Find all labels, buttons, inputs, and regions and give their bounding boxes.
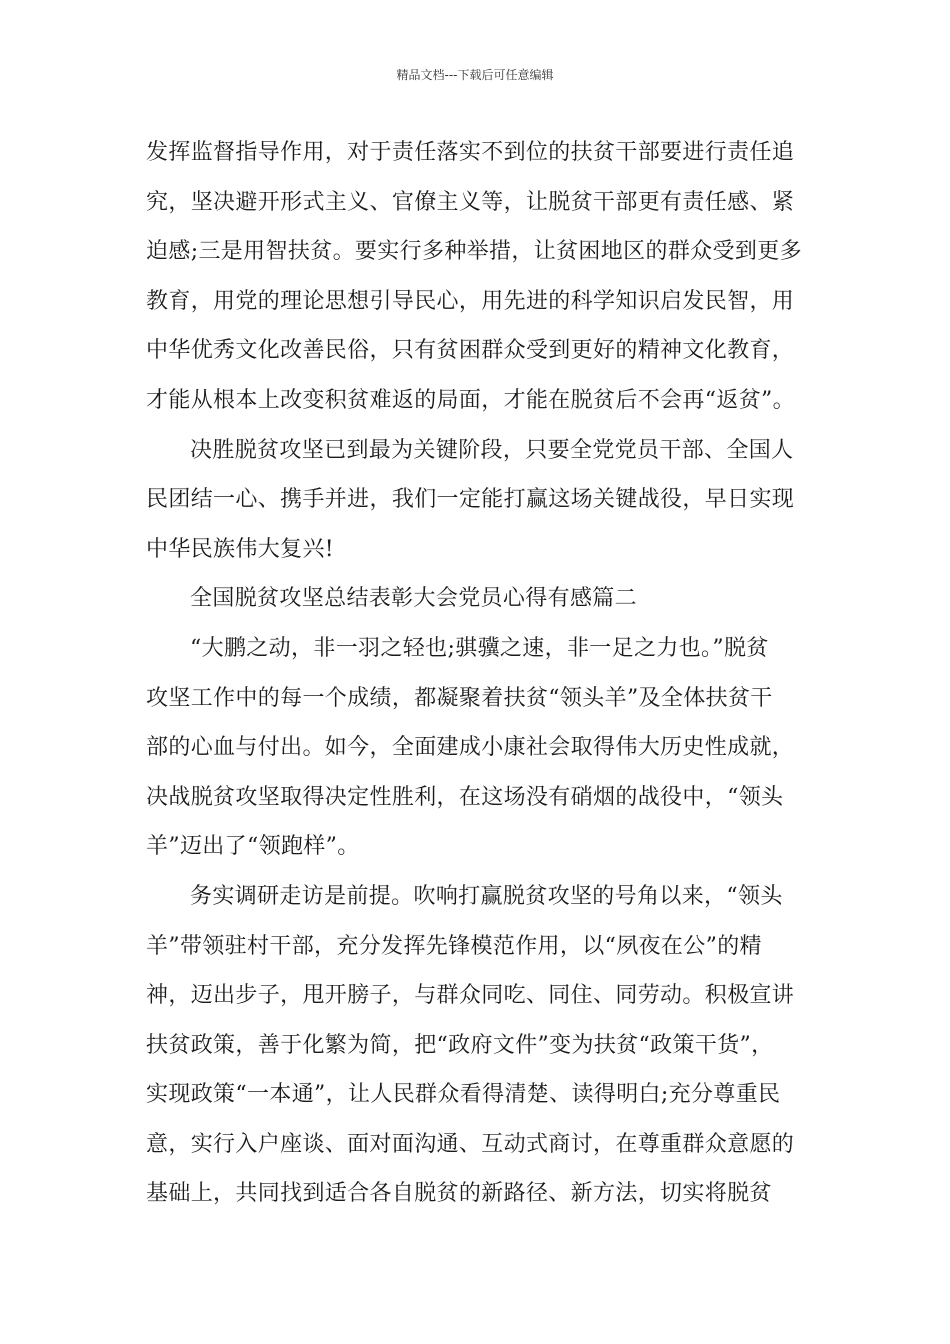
text-line: 决战脱贫攻坚取得决定性胜利，在这场没有硝烟的战役中，“领头 [146, 784, 784, 810]
text-line: 发挥监督指导作用，对于责任落实不到位的扶贫干部要进行责任追 [146, 140, 795, 165]
document-body [146, 128, 810, 1219]
text-line: 教育，用党的理论思想引导民心，用先进的科学知识启发民智，用 [146, 288, 795, 314]
text-line: 实现政策“一本通”，让人民群众看得清楚、读得明白;充分尊重民 [146, 1082, 781, 1108]
text-line: 基础上，共同找到适合各自脱贫的新路径、新方法，切实将脱贫 [146, 1181, 772, 1207]
text-line: 民团结一心、携手并进，我们一定能打赢这场关键战役，早日实现 [146, 487, 795, 513]
text-line: 羊”带领驻村干部，充分发挥先锋模范作用，以“夙夜在公”的精 [146, 933, 762, 959]
text-line: 全国脱贫攻坚总结表彰大会党员心得有感篇二 [190, 586, 638, 612]
page-header: 精品文档---下载后可任意编辑 [396, 68, 554, 82]
text-line: 究，坚决避开形式主义、官僚主义等，让脱贫干部更有责任感、紧 [146, 189, 795, 215]
text-line: 神，迈出步子，甩开膀子，与群众同吃、同住、同劳动。积极宣讲 [146, 983, 795, 1009]
text-line: 决胜脱贫攻坚已到最为关键阶段，只要全党党员干部、全国人 [190, 437, 794, 463]
text-line: 才能从根本上改变积贫难返的局面，才能在脱贫后不会再“返贫”。 [146, 387, 795, 413]
text-line: 务实调研走访是前提。吹响打赢脱贫攻坚的号角以来，“领头 [190, 883, 783, 909]
text-line: 攻坚工作中的每一个成绩，都凝聚着扶贫“领头羊”及全体扶贫干 [146, 685, 773, 711]
text-line: 羊”迈出了“领跑样”。 [146, 834, 360, 860]
text-line: 中华民族伟大复兴! [146, 536, 334, 562]
text-line: 意，实行入户座谈、面对面沟通、互动式商讨，在尊重群众意愿的 [146, 1131, 795, 1157]
text-line: 扶贫政策，善于化繁为简，把“政府文件”变为扶贫“政策干货”， [146, 1032, 774, 1058]
text-line: 部的心血与付出。如今，全面建成小康社会取得伟大历史性成就， [146, 735, 795, 761]
text-line: 中华优秀文化改善民俗，只有贫困群众受到更好的精神文化教育， [146, 338, 795, 364]
text-line: 迫感;三是用智扶贫。要实行多种举措，让贫困地区的群众受到更多 [146, 239, 802, 265]
text-line: “大鹏之动，非一羽之轻也;骐骥之速，非一足之力也。”脱贫 [190, 635, 769, 661]
